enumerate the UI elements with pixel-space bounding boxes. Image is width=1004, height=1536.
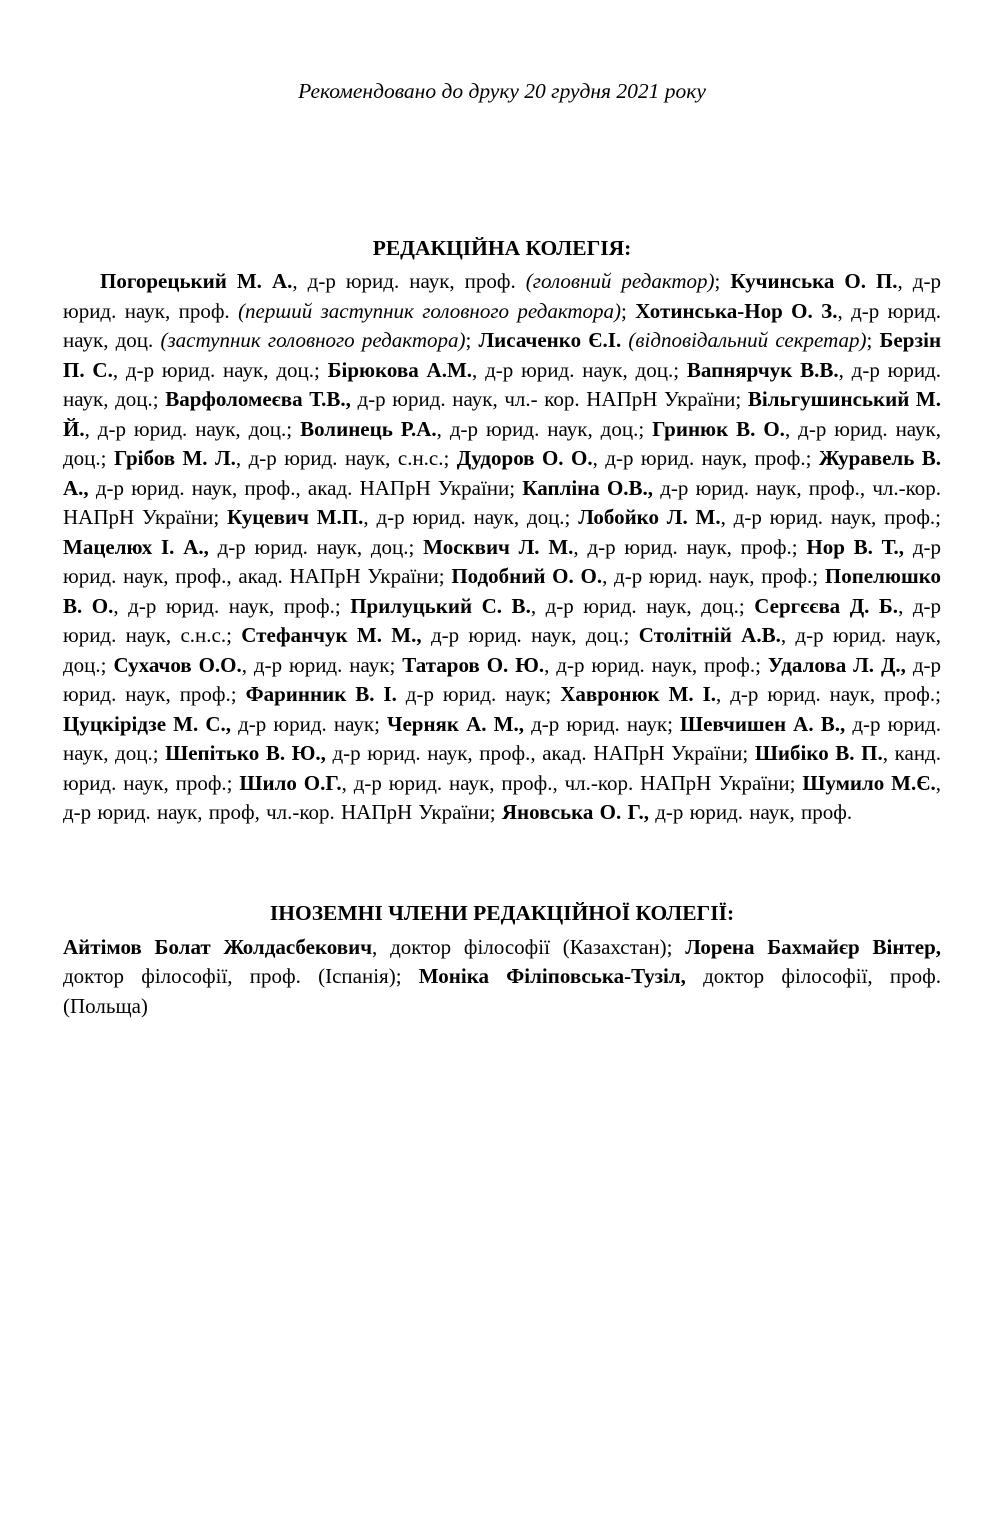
member-name: Прилуцький С. В. bbox=[350, 593, 531, 618]
approval-note: Рекомендовано до друку 20 грудня 2021 року bbox=[298, 79, 706, 103]
member-name: Волинець Р.А. bbox=[300, 416, 437, 441]
member-name: Москвич Л. М. bbox=[423, 534, 574, 559]
member-name: Шумило М.Є. bbox=[802, 770, 936, 795]
member-name: Моніка Філіповська-Тузіл, bbox=[418, 964, 686, 988]
member-name: Шепітько В. Ю., bbox=[165, 741, 326, 765]
member-name: Айтімов Болат Жолдасбекович bbox=[63, 934, 373, 959]
member-name: Варфоломеєва Т.В., bbox=[165, 387, 351, 411]
member-name: Нор В. Т., bbox=[806, 534, 905, 559]
member-name: Черняк А. М., bbox=[387, 711, 524, 736]
member-name: Цуцкірідзе М. С., bbox=[63, 711, 231, 736]
member-name: Дудоров О. О. bbox=[456, 446, 593, 470]
member-name: Сухачов О.О. bbox=[113, 652, 242, 677]
member-name: Берзін П. С. bbox=[63, 328, 942, 382]
member-name: Яновська О. Г., bbox=[501, 800, 649, 824]
member-name: Мацелюх І. А., bbox=[63, 534, 209, 559]
member-role: (заступник головного редактора) bbox=[160, 328, 466, 352]
member-name: Грібов М. Л. bbox=[113, 446, 236, 470]
member-name: Сергєєва Д. Б. bbox=[754, 593, 899, 618]
member-name: Вапнярчук В.В. bbox=[686, 357, 839, 382]
member-name: Вільгушинський М. Й. bbox=[63, 387, 941, 441]
foreign-members-list: Айтімов Болат Жолдасбекович, доктор філософії (Казахстан); Лорена Бахмайєр Вінтер, доктор філософії, проф. (Іспанія); Моніка Філіповська-Тузіл, доктор філософії, проф. (Польща) bbox=[63, 934, 941, 1018]
member-name: Удалова Л. Д., bbox=[767, 652, 906, 677]
member-name: Лисаченко Є.І. bbox=[478, 328, 622, 352]
member-name: Бірюкова А.М. bbox=[327, 357, 473, 382]
member-name: Капліна О.В., bbox=[522, 475, 654, 500]
member-role: (відповідальний секретар) bbox=[628, 328, 867, 352]
member-name: Столітній А.В. bbox=[638, 623, 781, 647]
member-name: Хотинська-Нор О. З. bbox=[635, 298, 838, 323]
member-name: Стефанчук М. М., bbox=[241, 623, 422, 647]
member-name: Хавронюк М. І. bbox=[560, 682, 717, 706]
member-name: Татаров О. Ю. bbox=[402, 652, 545, 677]
member-role: (головний редактор) bbox=[525, 269, 715, 293]
editorial-board-heading: РЕДАКЦІЙНА КОЛЕГІЯ: bbox=[372, 236, 632, 260]
member-name: Лорена Бахмайєр Вінтер, bbox=[685, 934, 941, 959]
member-name: Куцевич М.П. bbox=[227, 505, 364, 529]
editorial-board-list: Погорецький М. А., д-р юрид. наук, проф. (головний редактор); Кучинська О. П., д-р юрид. наук, проф. (перший заступник головного редактора); Хотинська-Нор О. З., д-р юрид. наук, доц. (заступник головного редактора); Лисаченко Є.І. (відповідальний секретар); Берзін П. С., д-р юрид. наук, доц.; Бірюкова А.М., д-р юрид. наук, доц.; Вапнярчук В.В., д-р юрид. наук, доц.; Варфоломеєва Т.В., д-р юрид. наук, чл.- кор. НАПрН України; Вільгушинський М. Й., д-р юрид. наук, доц.; Волинець Р.А., д-р юрид. наук, доц.; Гринюк В. О., д-р юрид. наук, доц.; Грібов М. Л., д-р юрид. наук, с.н.с.; Дудоров О. О., д-р юрид. наук, проф.; Журавель В. А., д-р юрид. наук, проф., акад. НАПрН України; Капліна О.В., д-р юрид. наук, проф., чл.-кор. НАПрН України; Куцевич М.П., д-р юрид. наук, доц.; Лобойко Л. М., д-р юрид. наук, проф.; Мацелюх І. А., д-р юрид. наук, доц.; Москвич Л. М., д-р юрид. наук, проф.; Нор В. Т., д-р юрид. наук, проф., акад. НАПрН України; Подобний О. О., д-р юрид. наук, проф.; Попелюшко В. О., д-р юрид. наук, проф.; Прилуцький С. В., д-р юрид. наук, доц.; Сергєєва Д. Б., д-р юрид. наук, с.н.с.; Стефанчук М. М., д-р юрид. наук, доц.; Столітній А.В., д-р юрид. наук, доц.; Сухачов О.О., д-р юрид. наук; Татаров О. Ю., д-р юрид. наук, проф.; Удалова Л. Д., д-р юрид. наук, проф.; Фаринник В. І. д-р юрид. наук; Хавронюк М. І., д-р юрид. наук, проф.; Цуцкірідзе М. С., д-р юрид. наук; Черняк А. М., д-р юрид. наук; Шевчишен А. В., д-р юрид. наук, доц.; Шепітько В. Ю., д-р юрид. наук, проф., акад. НАПрН України; Шибіко В. П., канд. юрид. наук, проф.; Шило О.Г., д-р юрид. наук, проф., чл.-кор. НАПрН України; Шумило М.Є., д-р юрид. наук, проф, чл.-кор. НАПрН України; Яновська О. Г., д-р юрид. наук, проф. bbox=[63, 269, 942, 824]
member-name: Шевчишен А. В., bbox=[680, 711, 846, 736]
member-name: Попелюшко В. О. bbox=[63, 564, 942, 618]
member-name: Кучинська О. П. bbox=[730, 269, 898, 293]
member-name: Шило О.Г. bbox=[239, 770, 342, 795]
member-name: Фаринник В. І. bbox=[245, 682, 397, 706]
member-name: Гринюк В. О. bbox=[652, 416, 785, 441]
member-name: Журавель В. А., bbox=[63, 446, 942, 500]
foreign-members-heading: ІНОЗЕМНІ ЧЛЕНИ РЕДАКЦІЙНОЇ КОЛЕГІЇ: bbox=[269, 900, 735, 925]
member-role: (перший заступник головного редактора) bbox=[238, 298, 622, 323]
member-name: Подобний О. О. bbox=[451, 564, 603, 588]
member-name: Погорецький М. А. bbox=[100, 269, 293, 293]
member-name: Лобойко Л. М. bbox=[578, 505, 721, 529]
member-name: Шибіко В. П. bbox=[754, 741, 883, 765]
